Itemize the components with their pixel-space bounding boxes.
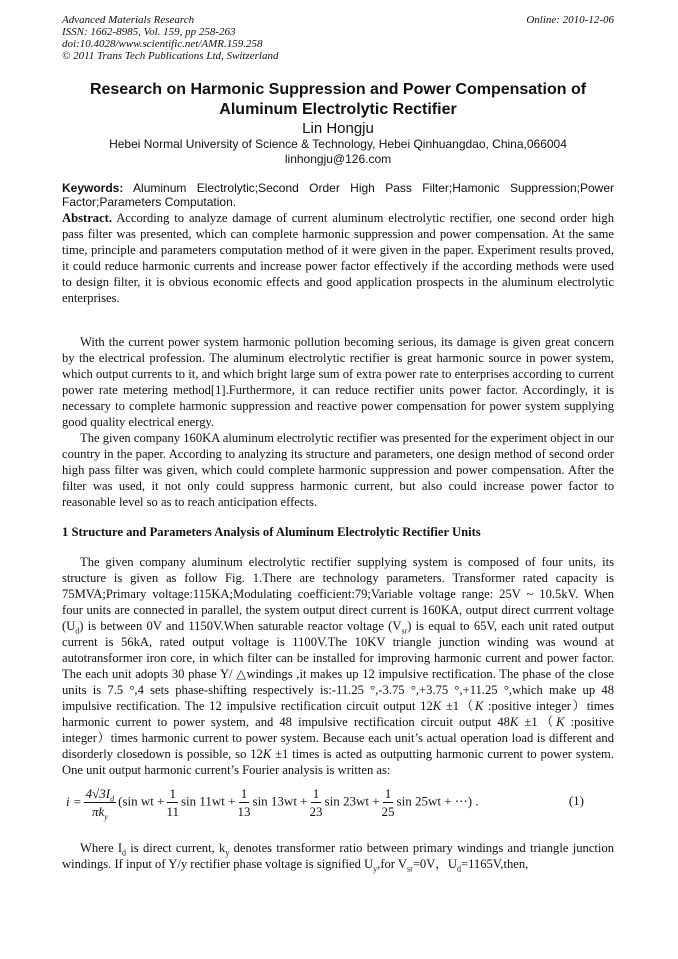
intro-paragraph-2: The given company 160KA aluminum electrolytic rectifier was presented for the experiment object in our country in the paper. According to analyzing its structure and parameters, one design method of second order high pass filter was given, which could complete harmonic suppression and power compensation. After the filter was used, it not only could suppress harmonic current, but also could increase power factor to reasonable level so as to reach anticipation effects. xyxy=(62,431,614,509)
italic-variable: K xyxy=(432,699,442,713)
eq-fraction xyxy=(238,785,251,820)
subscript: y xyxy=(373,864,378,874)
eq-frac-num: 1 xyxy=(240,785,248,801)
equation-number: (1) xyxy=(568,793,584,808)
eq-coef-den: πk xyxy=(91,803,105,819)
affiliation: Hebei Normal University of Science & Technology, Hebei Qinhuangdao, China,066004 xyxy=(109,137,567,151)
keywords xyxy=(62,181,614,209)
abstract-text: According to analyze damage of current aluminum electrolytic rectifier, one second order high pass filter was presented, which can complete harmonic suppression and power compensation. At the same time, principle and parameters computation method of it were given in the paper. Experiment results proved, it could reduce harmonic currents and increase power factor effectively if the according methods were used to design filter, it is obvious economic effects and good application prospects in the aluminum electrolytic enterprises. xyxy=(62,211,614,305)
journal-header xyxy=(62,14,614,62)
eq-fraction xyxy=(382,785,395,820)
where-paragraph xyxy=(62,840,614,872)
text-run: ±1（ xyxy=(441,699,475,713)
eq-fraction xyxy=(166,785,179,820)
abstract-label: Abstract. xyxy=(62,211,113,225)
eq-coef-num-sub: d xyxy=(110,794,115,804)
eq-frac-den: 11 xyxy=(166,803,179,819)
text-run: ) is between 0V and 1150V.When saturable reactor voltage (V xyxy=(79,619,402,633)
eq-term-post: sin 13wt + xyxy=(252,792,308,808)
journal-name: Advanced Materials Research xyxy=(62,14,195,26)
online-date: Online: 2010-12-06 xyxy=(526,14,614,26)
eq-term-pre: (sin wt + xyxy=(118,792,165,808)
subscript: y xyxy=(225,848,230,858)
eq-frac-num: 1 xyxy=(312,785,320,801)
text-run: :positive integer）times harmonic current to power system, and 48 impulsive rectification circuit output 48 xyxy=(62,699,615,729)
italic-variable: K xyxy=(556,715,565,729)
subscript: d xyxy=(122,848,127,858)
section1-paragraph xyxy=(62,554,614,778)
text-run: denotes transformer ratio between primary windings and triangle junction windings. If input of Y/y rectifier phase voltage is signified U xyxy=(62,841,614,871)
text-run: =0V，U xyxy=(412,857,457,871)
eq-lhs: i = xyxy=(66,794,82,809)
italic-variable: K xyxy=(509,715,519,729)
text-run: :positive integer）times harmonic current to power system. Because each unit’s actual operation load is different and disorderly closedown is possible, so 12 xyxy=(62,715,615,761)
eq-frac-den: 13 xyxy=(237,803,251,819)
subscript: d xyxy=(457,864,461,874)
eq-term-post: sin 11wt + xyxy=(180,792,236,808)
eq-fraction xyxy=(310,785,323,820)
text-run: ,for V xyxy=(377,857,408,871)
eq-coefficient xyxy=(84,785,116,820)
text-run: ±1 times is acted as outputting harmonic current to power system. One unit output harmonic current’s Fourier analysis is written as: xyxy=(62,747,614,777)
text-run: ) is equal to 65V, each unit rated output current is 56kA, rated output voltage is 1100V.The 10KV triangle junction winding was wound at autotransformer iron core, in which filter can be installed for improving harmonic current and power factor. The each unit adopts 30 phase Y/ △windings ,it makes up 12 impulsive rectification. The phase of the close units is 7.5 °,4 sets phase-shifting respectively is:-11.25 °,-3.75 °,+3.75 °,+11.25 °,which make up 48 impulsive rectification. The 12 impulsive rectification circuit output 12 xyxy=(62,619,614,713)
copyright: © 2011 Trans Tech Publications Ltd, Switzerland xyxy=(62,50,279,62)
keywords-label: Keywords: xyxy=(62,181,124,195)
eq-term-post: sin 23wt + xyxy=(324,792,380,808)
text-run: is direct current, k xyxy=(126,841,226,855)
issn: ISSN: 1662-8985, Vol. 159, pp 258-263 xyxy=(62,26,236,38)
italic-variable: K xyxy=(474,699,484,713)
subscript: sr xyxy=(407,864,413,874)
subscript: d xyxy=(75,626,80,636)
text-run: ±1（ xyxy=(518,715,557,729)
text-run: =1165V,then, xyxy=(461,857,529,871)
abstract xyxy=(62,210,614,306)
eq-terms xyxy=(118,785,479,820)
eq-term-post: sin 25wt + ⋯) . xyxy=(396,792,479,808)
text-run: The given company aluminum electrolytic rectifier supplying system is composed of four units, its structure is given as follow Fig. 1.There are technology parameters. Transformer rated capacity is 75MVA;Primary voltage:115KA;Modulating coefficient:79;Variable voltage range: 25V ~ 10.5kV. When four units are connected in parallel, the system output direct current is 160KA, output direct currrent voltage (U xyxy=(62,555,614,633)
equation-1 xyxy=(62,780,614,824)
eq-coef-den-sub: y xyxy=(104,812,108,822)
affiliation-block xyxy=(62,137,614,167)
section-heading: 1 Structure and Parameters Analysis of Aluminum Electrolytic Rectifier Units xyxy=(62,525,481,539)
intro-paragraph-1: With the current power system harmonic pollution becoming serious, its damage is given great concern by the electrical profession. The aluminum electrolytic rectifier is great harmonic source in power system, which output currents to it, and which bright large sum of extra power rate to enterprises according to current power rate metering method[1].Furthermore, it can reduce rectifier units power factor. Accordingly, it is necessary to complete harmonic suppression and reactive power compensation for power system supplying good quality electrical energy. xyxy=(62,335,614,429)
eq-frac-num: 1 xyxy=(384,785,392,801)
doi-link[interactable]: doi:10.4028/www.scientific.net/AMR.159.258 xyxy=(62,38,263,50)
text-run: Where I xyxy=(80,841,123,855)
keywords-text: Aluminum Electrolytic;Second Order High Pass Filter;Hamonic Suppression;Power Factor;Parameters Computation. xyxy=(62,181,614,209)
eq-frac-num: 1 xyxy=(169,785,176,801)
eq-frac-den: 25 xyxy=(381,803,395,819)
italic-variable: K xyxy=(262,747,272,761)
email-link[interactable]: linhongju@126.com xyxy=(284,152,392,166)
paper-title: Research on Harmonic Suppression and Power Compensation of Aluminum Electrolytic Rectifier xyxy=(89,81,587,118)
eq-coef-num: 4√3I xyxy=(85,785,111,801)
eq-frac-den: 23 xyxy=(309,803,323,819)
subscript: sr xyxy=(401,626,408,636)
author: Lin Hongju xyxy=(302,120,374,137)
